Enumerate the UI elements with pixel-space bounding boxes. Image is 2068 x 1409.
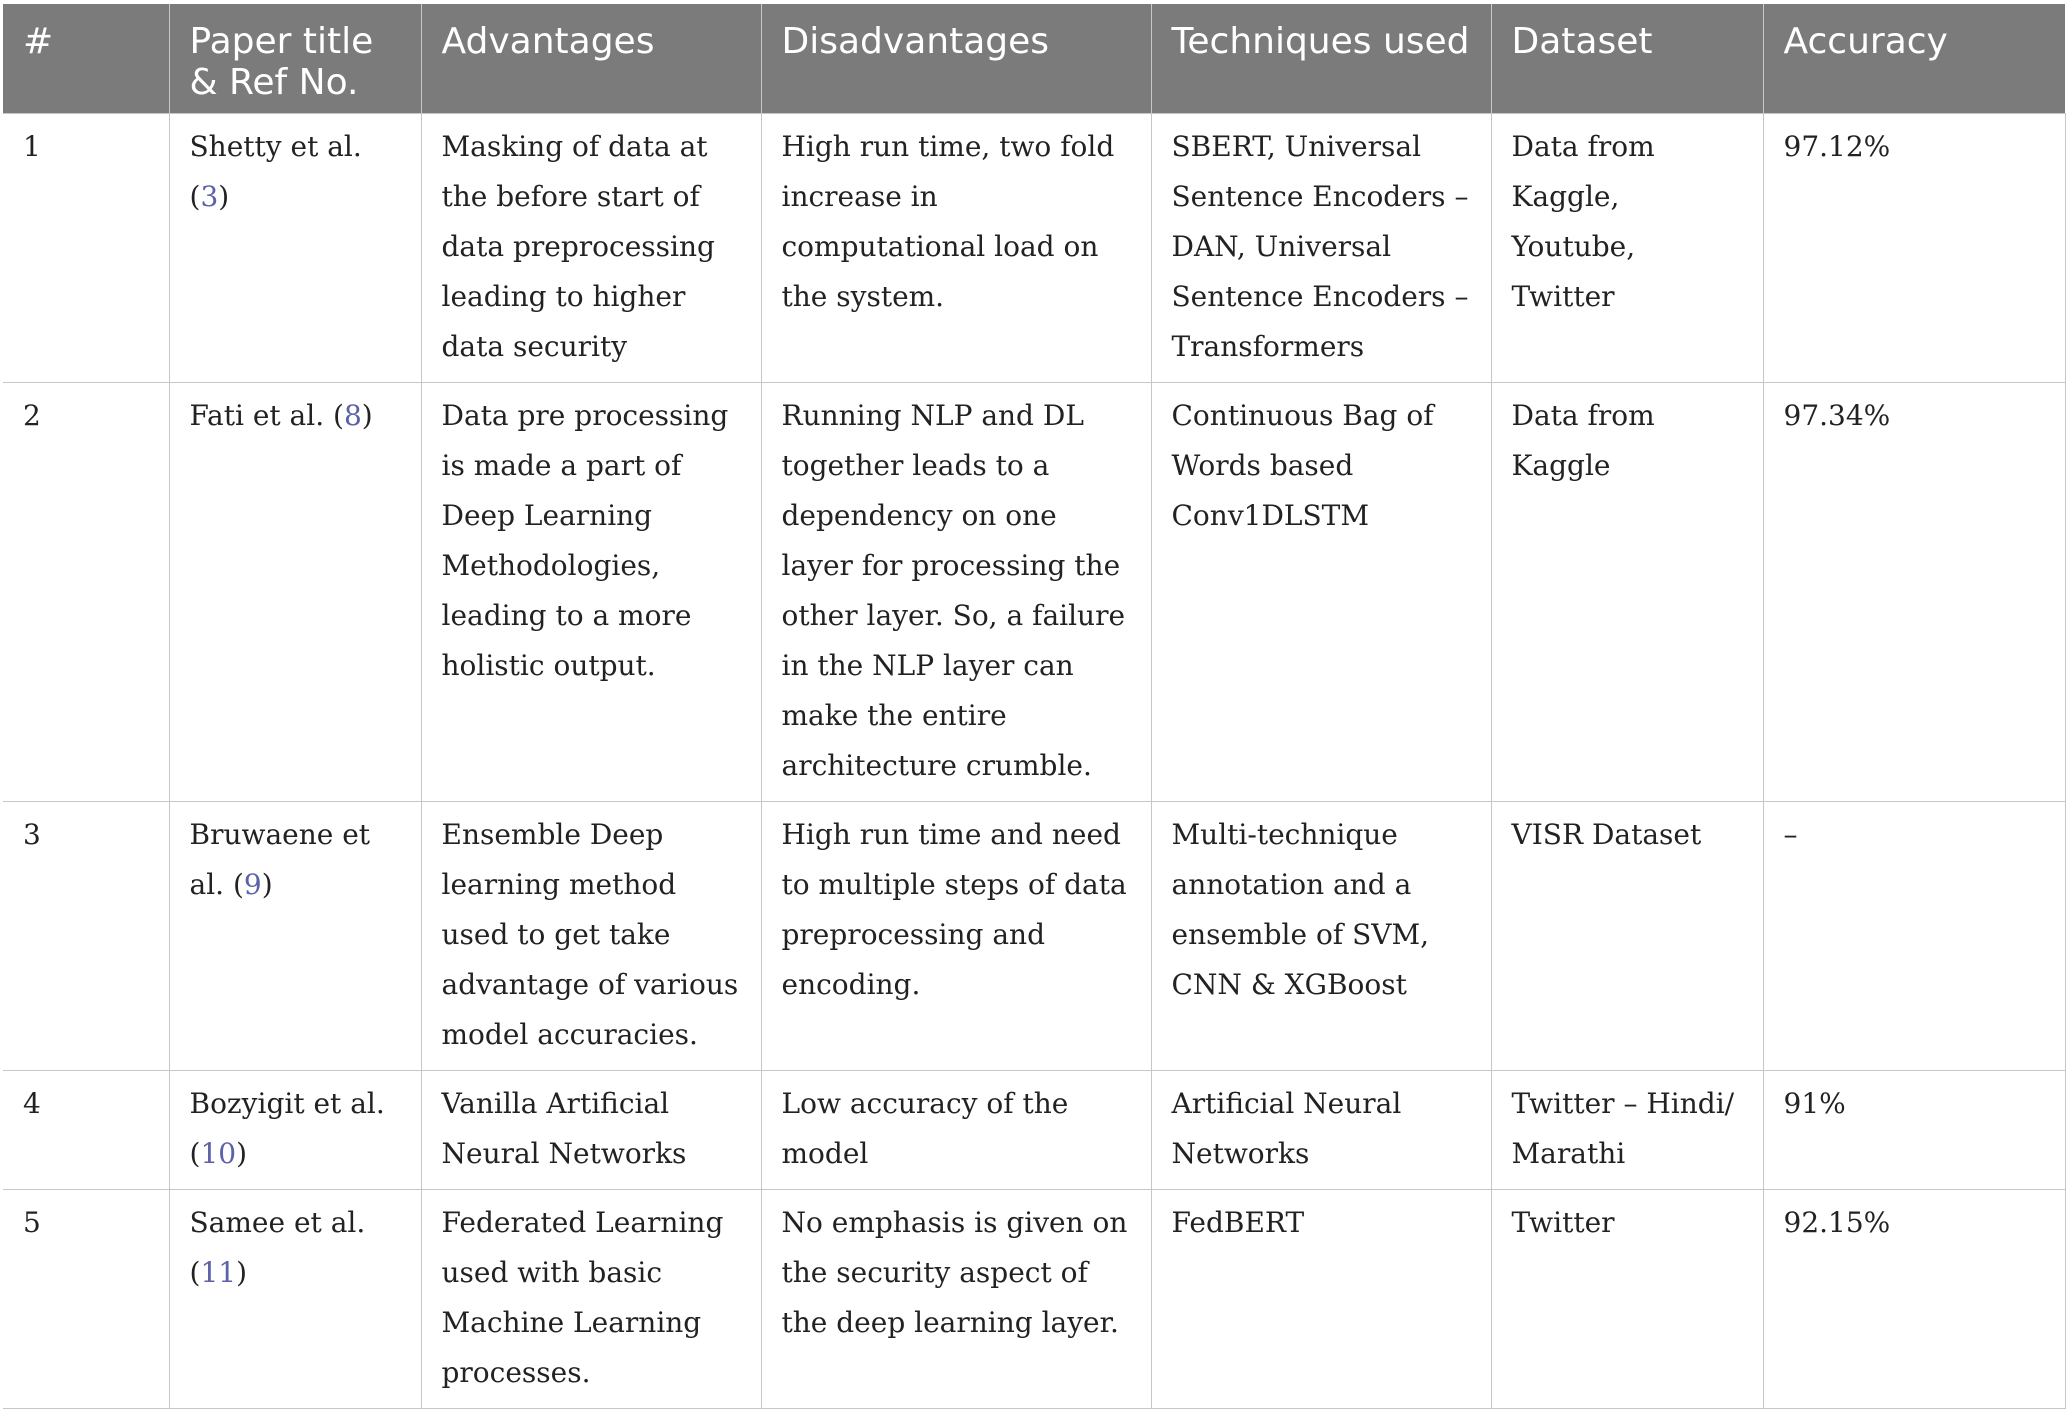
cell-disadvantages: High run time, two fold increase in computational load on the system. <box>761 114 1151 383</box>
cell-dataset: Twitter – Hindi/ Marathi <box>1491 1071 1763 1190</box>
reference-link[interactable]: 10 <box>200 1137 237 1170</box>
cell-accuracy: 91% <box>1763 1071 2065 1190</box>
cell-advantages: Vanilla Artificial Neural Networks <box>421 1071 761 1190</box>
cell-paper-title <box>169 383 421 802</box>
cell-paper-title <box>169 1071 421 1190</box>
header-dataset: Dataset <box>1491 4 1763 114</box>
author-text: Bruwaene et al. ( <box>189 818 371 901</box>
cell-number: 4 <box>3 1071 169 1190</box>
author-text: Bozyigit et al. ( <box>189 1087 385 1170</box>
cell-dataset: Twitter <box>1491 1190 1763 1409</box>
header-techniques: Techniques used <box>1151 4 1491 114</box>
cell-accuracy: 92.15% <box>1763 1190 2065 1409</box>
cell-techniques: FedBERT <box>1151 1190 1491 1409</box>
author-close: ) <box>261 868 273 901</box>
cell-advantages: Ensemble Deep learning method used to get take advantage of various model accuracies. <box>421 802 761 1071</box>
cell-advantages: Masking of data at the before start of data preprocessing leading to higher data security <box>421 114 761 383</box>
header-row <box>3 4 2065 114</box>
reference-link[interactable]: 3 <box>200 180 219 213</box>
cell-disadvantages: No emphasis is given on the security aspect of the deep learning layer. <box>761 1190 1151 1409</box>
cell-dataset: Data from Kaggle, Youtube, Twitter <box>1491 114 1763 383</box>
table-row <box>3 1190 2065 1409</box>
cell-paper-title <box>169 802 421 1071</box>
cell-accuracy: 97.34% <box>1763 383 2065 802</box>
cell-disadvantages: Running NLP and DL together leads to a dependency on one layer for processing the other layer. So, a failure in the NLP layer can make the entire architecture crumble. <box>761 383 1151 802</box>
header-paper-title: Paper title & Ref No. <box>169 4 421 114</box>
reference-link[interactable]: 9 <box>243 868 262 901</box>
table-header <box>3 4 2065 114</box>
author-close: ) <box>236 1137 248 1170</box>
cell-accuracy: 97.12% <box>1763 114 2065 383</box>
reference-link[interactable]: 11 <box>200 1256 237 1289</box>
cell-dataset: Data from Kaggle <box>1491 383 1763 802</box>
cell-number: 1 <box>3 114 169 383</box>
header-accuracy: Accuracy <box>1763 4 2065 114</box>
cell-number: 3 <box>3 802 169 1071</box>
author-text: Shetty et al. ( <box>189 130 362 213</box>
cell-paper-title <box>169 114 421 383</box>
header-number: # <box>3 4 169 114</box>
author-close: ) <box>236 1256 248 1289</box>
cell-number: 2 <box>3 383 169 802</box>
cell-advantages: Data pre processing is made a part of Deep Learning Methodologies, leading to a more holistic output. <box>421 383 761 802</box>
cell-techniques: Continuous Bag of Words based Conv1DLSTM <box>1151 383 1491 802</box>
author-close: ) <box>218 180 230 213</box>
cell-techniques: Artificial Neural Networks <box>1151 1071 1491 1190</box>
author-text: Fati et al. ( <box>189 399 344 432</box>
cell-disadvantages: High run time and need to multiple steps of data preprocessing and encoding. <box>761 802 1151 1071</box>
header-advantages: Advantages <box>421 4 761 114</box>
reference-link[interactable]: 8 <box>343 399 362 432</box>
table-row <box>3 1071 2065 1190</box>
cell-number: 5 <box>3 1190 169 1409</box>
literature-comparison-table <box>3 4 2066 1409</box>
table-row <box>3 383 2065 802</box>
cell-paper-title <box>169 1190 421 1409</box>
table-row <box>3 114 2065 383</box>
cell-dataset: VISR Dataset <box>1491 802 1763 1071</box>
cell-techniques: SBERT, Universal Sentence Encoders – DAN, Universal Sentence Encoders – Transformers <box>1151 114 1491 383</box>
author-text: Samee et al. ( <box>189 1206 366 1289</box>
cell-accuracy: – <box>1763 802 2065 1071</box>
cell-disadvantages: Low accuracy of the model <box>761 1071 1151 1190</box>
author-close: ) <box>361 399 373 432</box>
cell-techniques: Multi-technique annotation and a ensemble of SVM, CNN & XGBoost <box>1151 802 1491 1071</box>
cell-advantages: Federated Learning used with basic Machine Learning processes. <box>421 1190 761 1409</box>
header-disadvantages: Disadvantages <box>761 4 1151 114</box>
table-body <box>3 114 2065 1409</box>
table-row <box>3 802 2065 1071</box>
